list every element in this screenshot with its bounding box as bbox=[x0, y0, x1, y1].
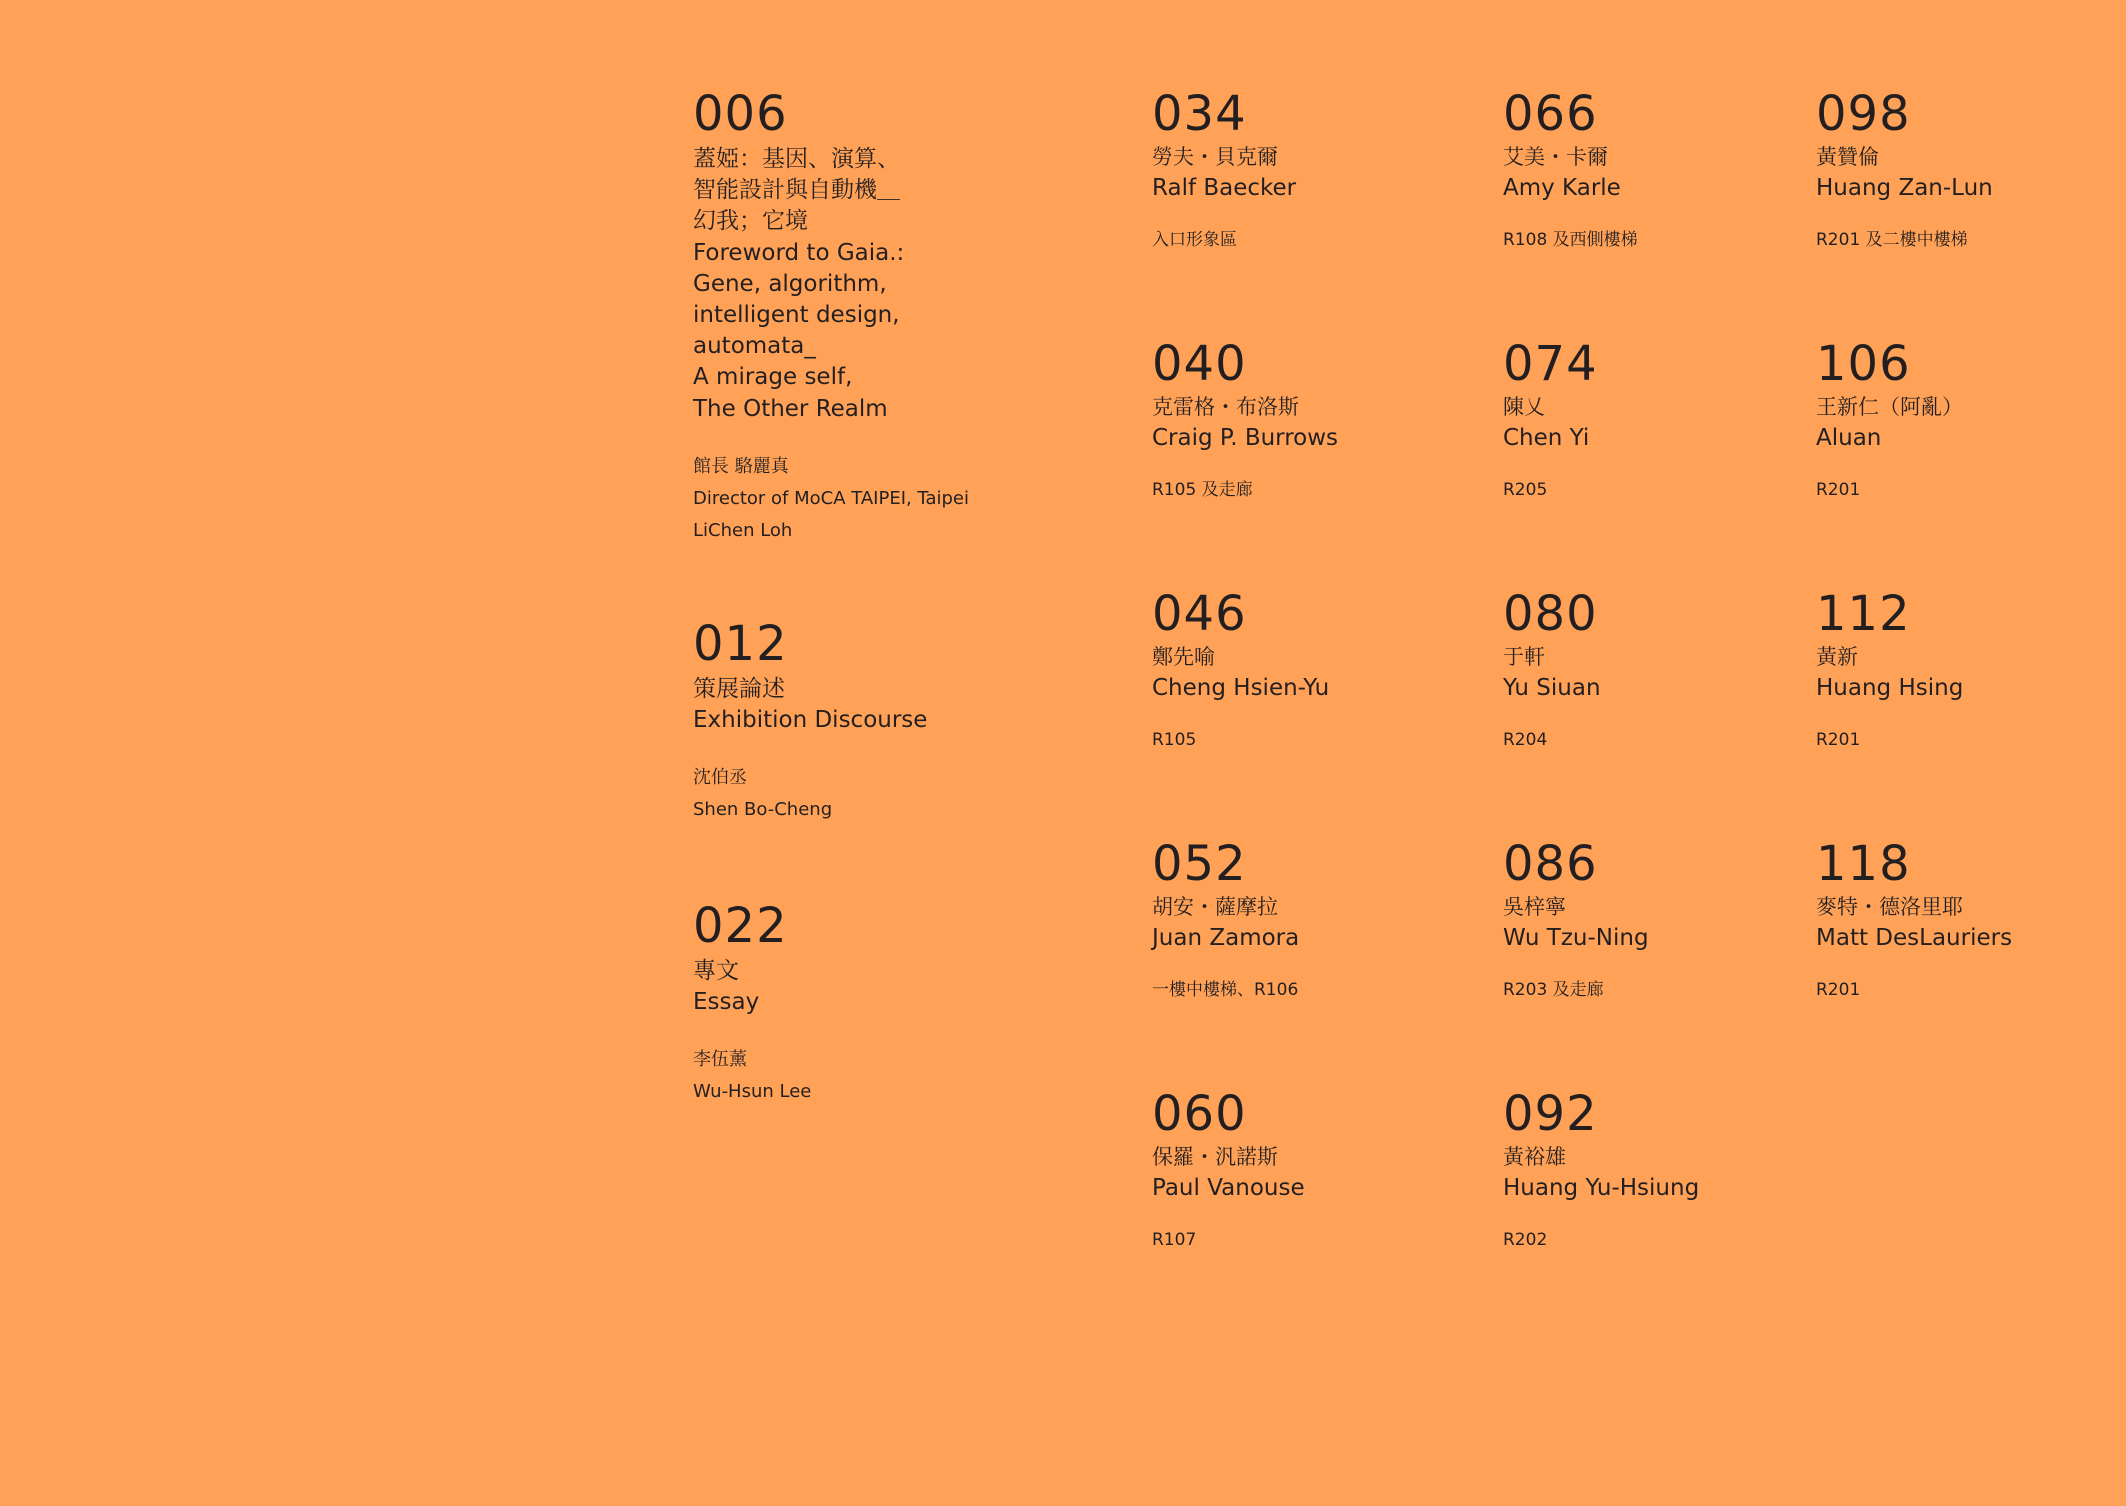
artist-name-en: Paul Vanouse bbox=[1152, 1175, 1305, 1201]
artist-name-zh: 黃裕雄 bbox=[1503, 1145, 1566, 1169]
artist-name-en: Ralf Baecker bbox=[1152, 175, 1297, 201]
artist-name-en: Huang Yu-Hsiung bbox=[1503, 1175, 1700, 1201]
artwork-location: R203 及走廊 bbox=[1503, 980, 1604, 1000]
artwork-location: R205 bbox=[1503, 480, 1548, 500]
toc-entry-artist[interactable] bbox=[1816, 834, 2116, 1084]
title-line: automata_ bbox=[693, 333, 816, 360]
toc-entry-artist[interactable] bbox=[1816, 334, 2116, 584]
artist-name-en: Wu Tzu-Ning bbox=[1503, 925, 1649, 951]
author-line: 館長 駱麗真 bbox=[693, 455, 789, 477]
artist-name-zh: 胡安・薩摩拉 bbox=[1152, 895, 1278, 919]
page-number: 012 bbox=[693, 616, 788, 672]
artist-name-zh: 艾美・卡爾 bbox=[1503, 145, 1608, 169]
page-number: 066 bbox=[1503, 86, 1598, 142]
entry-title bbox=[693, 144, 1093, 425]
page-number: 086 bbox=[1503, 836, 1598, 892]
artwork-location: 入口形象區 bbox=[1152, 230, 1237, 250]
toc-entry-artist[interactable] bbox=[1503, 584, 1803, 834]
artist-name-en: Chen Yi bbox=[1503, 425, 1590, 451]
artist-name-en: Aluan bbox=[1816, 425, 1882, 451]
author-line: Shen Bo-Cheng bbox=[693, 799, 833, 821]
artist-name-zh: 克雷格・布洛斯 bbox=[1152, 395, 1299, 419]
entry-title bbox=[693, 674, 1093, 736]
toc-entry-artist[interactable] bbox=[1816, 84, 2116, 334]
page-number: 106 bbox=[1816, 336, 1911, 392]
front-matter-column bbox=[693, 84, 1093, 1108]
page-number: 092 bbox=[1503, 1086, 1598, 1142]
entry-author bbox=[693, 1044, 1093, 1108]
title-line: Foreword to Gaia.: bbox=[693, 239, 905, 266]
page-number: 118 bbox=[1816, 836, 1911, 892]
page-number: 006 bbox=[693, 86, 788, 142]
toc-entry-foreword[interactable] bbox=[693, 84, 1093, 614]
artist-name-zh: 吳梓寧 bbox=[1503, 895, 1566, 919]
artwork-location: R204 bbox=[1503, 730, 1548, 750]
toc-entry-artist[interactable] bbox=[1503, 84, 1803, 334]
artist-name-zh: 黃贊倫 bbox=[1816, 145, 1879, 169]
artist-name-en: Juan Zamora bbox=[1152, 925, 1300, 951]
artist-name-zh: 陳乂 bbox=[1503, 395, 1545, 419]
author-line: LiChen Loh bbox=[693, 519, 793, 541]
artist-name-en: Amy Karle bbox=[1503, 175, 1621, 201]
toc-entry-exhibition-discourse[interactable] bbox=[693, 614, 1093, 896]
artist-name-en: Huang Zan-Lun bbox=[1816, 175, 1993, 201]
page-number: 046 bbox=[1152, 586, 1247, 642]
artwork-location: R202 bbox=[1503, 1230, 1548, 1250]
author-line: 沈伯丞 bbox=[693, 767, 747, 789]
artist-name-zh: 黃新 bbox=[1816, 645, 1858, 669]
artwork-location: R201 bbox=[1816, 480, 1861, 500]
artwork-location: 一樓中樓梯、R106 bbox=[1152, 980, 1299, 1000]
artist-name-zh: 于軒 bbox=[1503, 645, 1545, 669]
artwork-location: R105 及走廊 bbox=[1152, 480, 1253, 500]
artist-name-zh: 王新仁（阿亂） bbox=[1816, 395, 1963, 419]
artists-column-1 bbox=[1152, 84, 1492, 1334]
page-number: 060 bbox=[1152, 1086, 1247, 1142]
title-line: Essay bbox=[693, 989, 760, 1016]
title-line: The Other Realm bbox=[693, 395, 888, 422]
page-number: 052 bbox=[1152, 836, 1247, 892]
toc-entry-essay[interactable] bbox=[693, 896, 1093, 1108]
toc-entry-artist[interactable] bbox=[1816, 584, 2116, 834]
toc-entry-artist[interactable] bbox=[1152, 334, 1492, 584]
page-number: 112 bbox=[1816, 586, 1911, 642]
title-line: 幻我；它境 bbox=[693, 208, 808, 235]
title-line: 蓋婭：基因、演算、 bbox=[693, 146, 900, 172]
title-line: 智能設計與自動機＿ bbox=[693, 177, 900, 204]
artist-name-zh: 勞夫・貝克爾 bbox=[1152, 145, 1278, 169]
toc-entry-artist[interactable] bbox=[1152, 1084, 1492, 1334]
page-number: 034 bbox=[1152, 86, 1247, 142]
artist-name-en: Matt DesLauriers bbox=[1816, 925, 2013, 951]
artists-column-3 bbox=[1816, 84, 2116, 1084]
page-number: 098 bbox=[1816, 86, 1911, 142]
artists-column-2 bbox=[1503, 84, 1803, 1334]
artwork-location: R108 及西側樓梯 bbox=[1503, 230, 1638, 250]
artwork-location: R201 bbox=[1816, 730, 1861, 750]
toc-entry-artist[interactable] bbox=[1152, 84, 1492, 334]
author-line: Director of MoCA TAIPEI, Taipei bbox=[693, 487, 969, 509]
page-number: 074 bbox=[1503, 336, 1598, 392]
title-line: 專文 bbox=[693, 958, 739, 984]
artist-name-en: Huang Hsing bbox=[1816, 675, 1964, 701]
toc-entry-artist[interactable] bbox=[1503, 334, 1803, 584]
title-line: A mirage self, bbox=[693, 364, 853, 391]
toc-entry-artist[interactable] bbox=[1503, 1084, 1803, 1334]
page-number: 040 bbox=[1152, 336, 1247, 392]
title-line: Exhibition Discourse bbox=[693, 707, 928, 734]
title-line: 策展論述 bbox=[693, 676, 785, 702]
artwork-location: R201 及二樓中樓梯 bbox=[1816, 230, 1968, 250]
entry-author bbox=[693, 762, 1093, 826]
artist-name-en: Cheng Hsien-Yu bbox=[1152, 675, 1330, 701]
page-number: 022 bbox=[693, 898, 788, 954]
entry-title bbox=[693, 956, 1093, 1018]
artwork-location: R107 bbox=[1152, 1230, 1197, 1250]
author-line: 李伍薰 bbox=[693, 1049, 747, 1071]
title-line: intelligent design, bbox=[693, 302, 900, 329]
artist-name-zh: 鄭先喻 bbox=[1152, 645, 1215, 669]
author-line: Wu-Hsun Lee bbox=[693, 1081, 812, 1103]
artist-name-en: Craig P. Burrows bbox=[1152, 425, 1339, 451]
page-number: 080 bbox=[1503, 586, 1598, 642]
entry-author bbox=[693, 451, 1093, 547]
title-line: Gene, algorithm, bbox=[693, 270, 887, 297]
artwork-location: R201 bbox=[1816, 980, 1861, 1000]
artwork-location: R105 bbox=[1152, 730, 1197, 750]
toc-entry-artist[interactable] bbox=[1152, 834, 1492, 1084]
artist-name-en: Yu Siuan bbox=[1503, 675, 1601, 701]
artist-name-zh: 麥特・德洛里耶 bbox=[1816, 895, 1963, 919]
toc-entry-artist[interactable] bbox=[1152, 584, 1492, 834]
toc-entry-artist[interactable] bbox=[1503, 834, 1803, 1084]
artist-name-zh: 保羅・汎諾斯 bbox=[1152, 1145, 1278, 1169]
